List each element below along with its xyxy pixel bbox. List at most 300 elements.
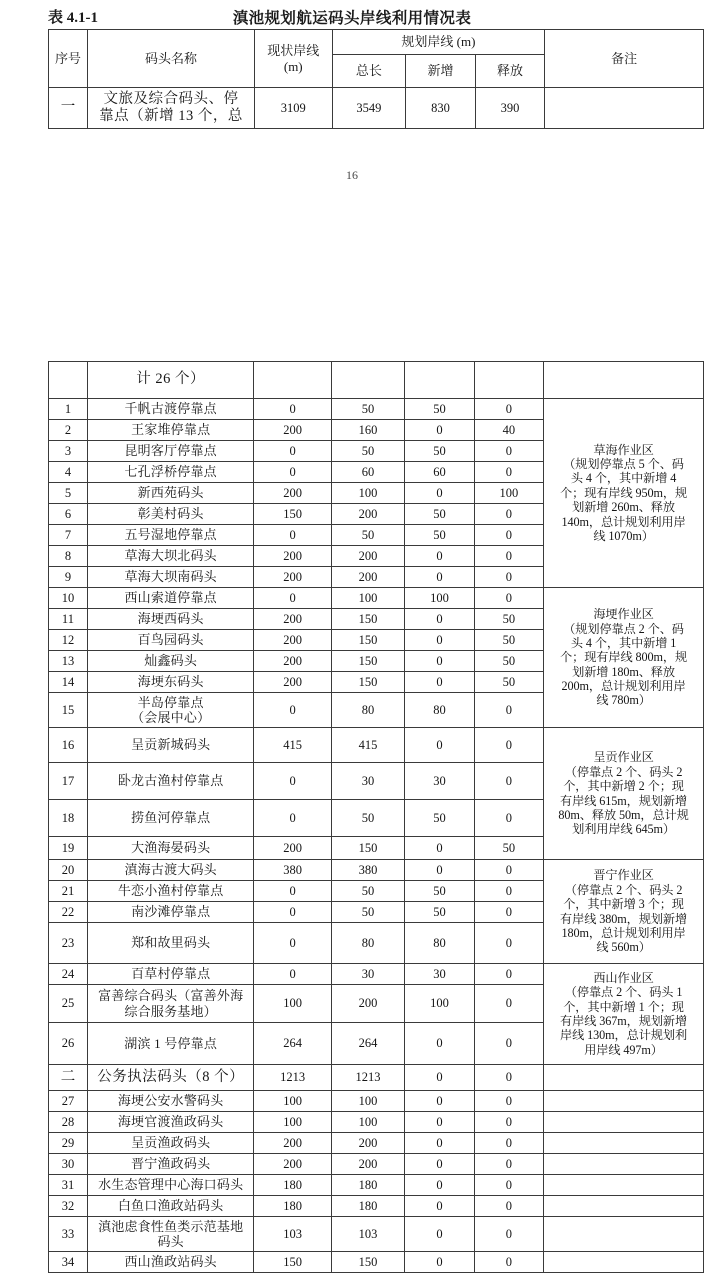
cell-name: 呈贡渔政码头 [87,1133,254,1154]
cell-name: 卧龙古渔村停靠点 [87,763,254,800]
cell-seq: 30 [49,1154,88,1175]
note-line: 个；现有岸线 950m，规 [560,485,688,500]
cell-note [544,1175,704,1196]
cell-released: 0 [474,763,543,800]
cell-name-line2: 码头 [157,1234,184,1249]
note-line: 草海作业区 [593,442,654,457]
cell-current: 200 [254,1154,331,1175]
cell-released: 0 [474,985,543,1023]
cell-total: 150 [331,1252,405,1273]
cell-name: 湖滨 1 号停靠点 [87,1023,254,1065]
cell-added: 0 [405,1112,474,1133]
cell-released: 0 [474,1133,543,1154]
cell-added: 830 [406,88,476,129]
cell-seq: 15 [49,693,88,728]
cell-released: 50 [474,609,543,630]
cell-total: 100 [331,588,405,609]
cell-seq: 26 [49,1023,88,1065]
cell-seq: 8 [49,546,88,567]
table-row [49,860,704,881]
shoreline-usage-table-bottom [48,361,704,1273]
note-line: 划利用岸线 645m） [572,822,675,837]
cell-name: 海埂官渡渔政码头 [87,1112,254,1133]
cell-seq: 29 [49,1133,88,1154]
cell-total: 200 [331,567,405,588]
cell-current: 103 [254,1217,331,1252]
cell-note [544,1252,704,1273]
col-header-name: 码头名称 [87,30,254,88]
cell-name: 滇海古渡大码头 [87,860,254,881]
note-line: 线 1070m） [593,528,654,543]
note-line: 有岸线 380m，规划新增 [560,911,688,926]
cell-total: 80 [331,923,405,964]
shoreline-usage-table-top [48,29,704,129]
table-row [49,88,704,129]
cell-name: 大渔海晏码头 [87,837,254,860]
cell-name: 西山渔政站码头 [87,1252,254,1273]
cell-total: 103 [331,1217,405,1252]
cell-added: 0 [405,860,474,881]
note-line: 呈贡作业区 [593,750,654,765]
cell-name: 千帆古渡停靠点 [87,399,254,420]
cell-seq: 32 [49,1196,88,1217]
cell-released: 0 [474,881,543,902]
note-line: 头 4 个，其中新增 1 [570,635,677,650]
cell-total: 200 [331,1133,405,1154]
cell-note [544,1133,704,1154]
cell-seq: 31 [49,1175,88,1196]
cell-added: 0 [405,1023,474,1065]
cell-current: 0 [254,462,331,483]
cell-total: 100 [331,483,405,504]
note-line: 个，其中新增 1 个；现 [563,999,684,1014]
cell-released: 50 [474,837,543,860]
cell-name: 海埂东码头 [87,672,254,693]
cell-name: 水生态管理中心海口码头 [87,1175,254,1196]
cell-added: 0 [405,1091,474,1112]
cell-name: 晋宁渔政码头 [87,1154,254,1175]
cell-current: 200 [254,672,331,693]
cell-total: 180 [331,1196,405,1217]
cell-current: 200 [254,483,331,504]
cell-total: 50 [331,902,405,923]
cell-name: 捞鱼河停靠点 [87,800,254,837]
cell-seq: 18 [49,800,88,837]
note-line: （规划停靠点 5 个、码 [563,457,684,472]
note-line: 岸线 130m，总计规划利 [560,1028,688,1043]
cell-total: 150 [331,837,405,860]
cell-name: 王家堆停靠点 [87,420,254,441]
cell-note [545,88,704,129]
cell-added: 50 [405,441,474,462]
cell-added: 30 [405,964,474,985]
cell-name: 公务执法码头（8 个） [87,1065,254,1091]
cell-name: 南沙滩停靠点 [87,902,254,923]
table-row [49,399,704,420]
cell-total: 180 [331,1175,405,1196]
cell-added: 60 [405,462,474,483]
note-line: 晋宁作业区 [593,868,654,883]
cell-seq: 28 [49,1112,88,1133]
cell-total: 30 [331,964,405,985]
cell-released: 0 [474,728,543,763]
cell-name: 彰美村码头 [87,504,254,525]
col-header-planned-group: 规划岸线 (m) [332,30,545,55]
cell-total: 60 [331,462,405,483]
note-line: 80m、释放 50m，总计规 [558,807,689,822]
cell-added: 0 [405,567,474,588]
note-line: 个，其中新增 2 个；现 [563,779,684,794]
cell-seq: 21 [49,881,88,902]
cell-current: 0 [254,588,331,609]
cell-added: 0 [405,1133,474,1154]
cell-released: 0 [474,1023,543,1065]
cell-added: 0 [405,837,474,860]
cell-seq: 12 [49,630,88,651]
cell-seq: 1 [49,399,88,420]
cell-total: 50 [331,800,405,837]
cell-added: 0 [405,546,474,567]
cell-seq: 13 [49,651,88,672]
cell-seq: 16 [49,728,88,763]
cell-added: 0 [405,651,474,672]
cell-current: 100 [254,1112,331,1133]
cell-name: 郑和故里码头 [87,923,254,964]
note-line: （停靠点 2 个、码头 2 [564,764,683,779]
note-line: 180m，总计规划利用岸 [561,925,686,940]
cell-released: 0 [474,800,543,837]
cell-released: 0 [474,860,543,881]
cell-released: 50 [474,651,543,672]
cell-added: 50 [405,902,474,923]
cell-note [544,1091,704,1112]
col-header-added: 新增 [406,55,476,88]
note-line: 线 780m） [596,693,651,708]
cell-total: 100 [331,1091,405,1112]
cell-name: 七孔浮桥停靠点 [87,462,254,483]
note-line: 划新增 180m、释放 [572,664,675,679]
cell-current: 415 [254,728,331,763]
cell-note-xishan [544,964,704,1065]
cell-name: 昆明客厅停靠点 [87,441,254,462]
cell-name: 草海大坝北码头 [87,546,254,567]
cell-note-haigeng [544,588,704,728]
cell-added: 0 [405,420,474,441]
cell-seq: 2 [49,420,88,441]
cell-total: 1213 [331,1065,405,1091]
cell-current: 0 [254,525,331,546]
note-line: 划新增 260m、释放 [572,500,675,515]
table-one-container [48,29,704,129]
table-row [49,964,704,985]
cell-current [254,362,331,399]
cell-current: 200 [254,1133,331,1154]
cell-name: 海埂西码头 [87,609,254,630]
cell-released: 0 [474,504,543,525]
cell-released [474,362,543,399]
page-number: 16 [346,168,358,182]
cell-added: 0 [405,483,474,504]
cell-note-caohai [544,399,704,588]
table-row [49,728,704,763]
cell-name: 计 26 个） [87,362,254,399]
col-header-released: 释放 [475,55,545,88]
cell-seq: 5 [49,483,88,504]
cell-total [331,362,405,399]
cell-current: 100 [254,985,331,1023]
cell-released: 0 [474,1252,543,1273]
note-line: 有岸线 367m，规划新增 [560,1014,688,1028]
cell-total: 80 [331,693,405,728]
cell-note-jinning [544,860,704,964]
cell-note [544,1196,704,1217]
cell-released: 0 [474,1175,543,1196]
table-continuation-row [49,362,704,399]
cell-released: 0 [474,462,543,483]
cell-total: 380 [331,860,405,881]
cell-name [87,985,254,1023]
cell-current: 0 [254,763,331,800]
cell-current: 200 [254,420,331,441]
cell-released: 40 [474,420,543,441]
cell-seq: 9 [49,567,88,588]
cell-released: 100 [474,483,543,504]
table-section-row [49,1065,704,1091]
cell-added: 0 [405,1154,474,1175]
cell-current: 180 [254,1175,331,1196]
cell-released: 0 [474,441,543,462]
cell-total: 150 [331,672,405,693]
cell-name: 百草村停靠点 [87,964,254,985]
cell-current: 100 [254,1091,331,1112]
cell-name-line2: 综合服务基地） [124,1003,217,1019]
cell-name: 牛恋小渔村停靠点 [87,881,254,902]
cell-total: 150 [331,630,405,651]
cell-seq: 4 [49,462,88,483]
cell-released: 0 [474,399,543,420]
cell-released: 50 [474,672,543,693]
cell-current: 0 [254,399,331,420]
note-line: 个，其中新增 3 个；现 [563,897,684,912]
cell-name: 灿鑫码头 [87,651,254,672]
cell-current: 0 [254,881,331,902]
cell-name: 海埂公安水警码头 [87,1091,254,1112]
cell-added: 0 [405,1196,474,1217]
table-row [49,1091,704,1112]
cell-seq: 14 [49,672,88,693]
cell-seq: 34 [49,1252,88,1273]
note-line: 有岸线 615m，规划新增 [560,793,688,808]
cell-added: 0 [405,1175,474,1196]
cell-name-line1: 文旅及综合码头、停 [103,90,239,107]
col-header-current-line2: (m) [283,58,303,74]
col-header-note: 备注 [545,30,704,88]
cell-released: 0 [474,567,543,588]
cell-added: 0 [405,672,474,693]
cell-current: 380 [254,860,331,881]
cell-current: 0 [254,693,331,728]
cell-note [544,1154,704,1175]
note-line: 西山作业区 [593,970,654,985]
cell-current: 200 [254,546,331,567]
cell-added: 0 [405,1217,474,1252]
cell-released: 50 [474,630,543,651]
cell-added: 100 [405,588,474,609]
cell-seq: 22 [49,902,88,923]
cell-current: 200 [254,630,331,651]
cell-name: 西山索道停靠点 [87,588,254,609]
cell-added: 0 [405,1065,474,1091]
cell-total: 200 [331,1154,405,1175]
note-line: 头 4 个，其中新增 4 [570,471,677,486]
table-row [49,1196,704,1217]
cell-released: 0 [474,588,543,609]
cell-name: 草海大坝南码头 [87,567,254,588]
cell-released: 0 [474,546,543,567]
cell-seq: 二 [49,1065,88,1091]
cell-released: 0 [474,1217,543,1252]
note-line: （停靠点 2 个、码头 1 [564,985,683,1000]
cell-current: 0 [254,902,331,923]
note-line: 海埂作业区 [593,607,654,622]
cell-name-line1: 富善综合码头（富善外海 [98,988,244,1004]
note-line: 线 560m） [596,940,651,955]
cell-seq: 23 [49,923,88,964]
table-row [49,1112,704,1133]
cell-added: 50 [405,525,474,546]
cell-seq: 一 [49,88,88,129]
cell-released: 0 [474,1196,543,1217]
table-row [49,1217,704,1252]
cell-released: 0 [474,1112,543,1133]
table-row [49,1133,704,1154]
cell-current: 200 [254,567,331,588]
cell-added [405,362,474,399]
cell-released: 0 [474,693,543,728]
cell-name-line2: 靠点（新增 13 个，总 [99,108,243,124]
note-line: 200m，总计规划利用岸 [561,679,686,694]
cell-added: 50 [405,504,474,525]
cell-seq: 6 [49,504,88,525]
cell-current: 1213 [254,1065,331,1091]
cell-current: 3109 [255,88,332,129]
note-line: 140m，总计规划利用岸 [561,514,686,529]
cell-total: 50 [331,881,405,902]
cell-name [87,1217,254,1252]
cell-added: 80 [405,693,474,728]
table-row [49,1154,704,1175]
cell-name: 五号湿地停靠点 [87,525,254,546]
cell-total: 200 [331,546,405,567]
cell-seq: 11 [49,609,88,630]
cell-seq: 25 [49,985,88,1023]
col-header-seq: 序号 [49,30,88,88]
cell-name-line1: 滇池虑食性鱼类示范基地 [98,1218,244,1234]
cell-current: 264 [254,1023,331,1065]
cell-current: 200 [254,609,331,630]
cell-added: 50 [405,399,474,420]
cell-released: 0 [474,1154,543,1175]
cell-note [544,1217,704,1252]
note-line: 用岸线 497m） [584,1042,663,1057]
cell-added: 80 [405,923,474,964]
cell-name: 新西苑码头 [87,483,254,504]
cell-added: 50 [405,800,474,837]
cell-seq: 3 [49,441,88,462]
cell-added: 0 [405,728,474,763]
cell-seq: 19 [49,837,88,860]
cell-current: 0 [254,923,331,964]
cell-released: 0 [474,1091,543,1112]
cell-total: 160 [331,420,405,441]
cell-total: 50 [331,441,405,462]
cell-total: 30 [331,763,405,800]
cell-seq: 27 [49,1091,88,1112]
table-number-label: 表 4.1-1 [48,10,98,26]
cell-seq: 7 [49,525,88,546]
cell-seq: 20 [49,860,88,881]
cell-seq: 10 [49,588,88,609]
cell-current: 150 [254,504,331,525]
note-line: （规划停靠点 2 个、码 [563,621,684,636]
cell-released: 0 [474,923,543,964]
cell-added: 30 [405,763,474,800]
table-header-row [49,30,704,55]
cell-seq [49,362,88,399]
cell-name [87,88,254,129]
cell-current: 0 [254,441,331,462]
cell-seq: 33 [49,1217,88,1252]
cell-total: 150 [331,609,405,630]
cell-released: 0 [474,964,543,985]
cell-total: 50 [331,525,405,546]
cell-seq: 17 [49,763,88,800]
cell-released: 0 [474,902,543,923]
cell-total: 200 [331,504,405,525]
cell-current: 200 [254,651,331,672]
cell-released: 390 [475,88,545,129]
cell-note [544,1065,704,1091]
cell-current: 0 [254,800,331,837]
cell-total: 3549 [332,88,406,129]
cell-name: 白鱼口渔政站码头 [87,1196,254,1217]
cell-current: 0 [254,964,331,985]
table-two-container [48,361,704,1270]
cell-name [87,693,254,728]
cell-total: 200 [331,985,405,1023]
cell-name-line2: （会展中心） [131,710,211,725]
cell-total: 50 [331,399,405,420]
cell-name: 呈贡新城码头 [87,728,254,763]
table-row [49,588,704,609]
cell-added: 0 [405,630,474,651]
cell-total: 415 [331,728,405,763]
col-header-current-line1: 现状岸线 [267,43,320,59]
table-caption [48,4,656,28]
cell-added: 100 [405,985,474,1023]
cell-added: 50 [405,881,474,902]
table-row [49,1175,704,1196]
cell-released: 0 [474,1065,543,1091]
note-line: （停靠点 2 个、码头 2 [564,882,683,897]
table-row [49,1252,704,1273]
cell-added: 0 [405,609,474,630]
cell-current: 200 [254,837,331,860]
cell-current: 150 [254,1252,331,1273]
cell-total: 264 [331,1023,405,1065]
cell-name-line1: 半岛停靠点 [137,694,204,710]
cell-name: 百鸟园码头 [87,630,254,651]
